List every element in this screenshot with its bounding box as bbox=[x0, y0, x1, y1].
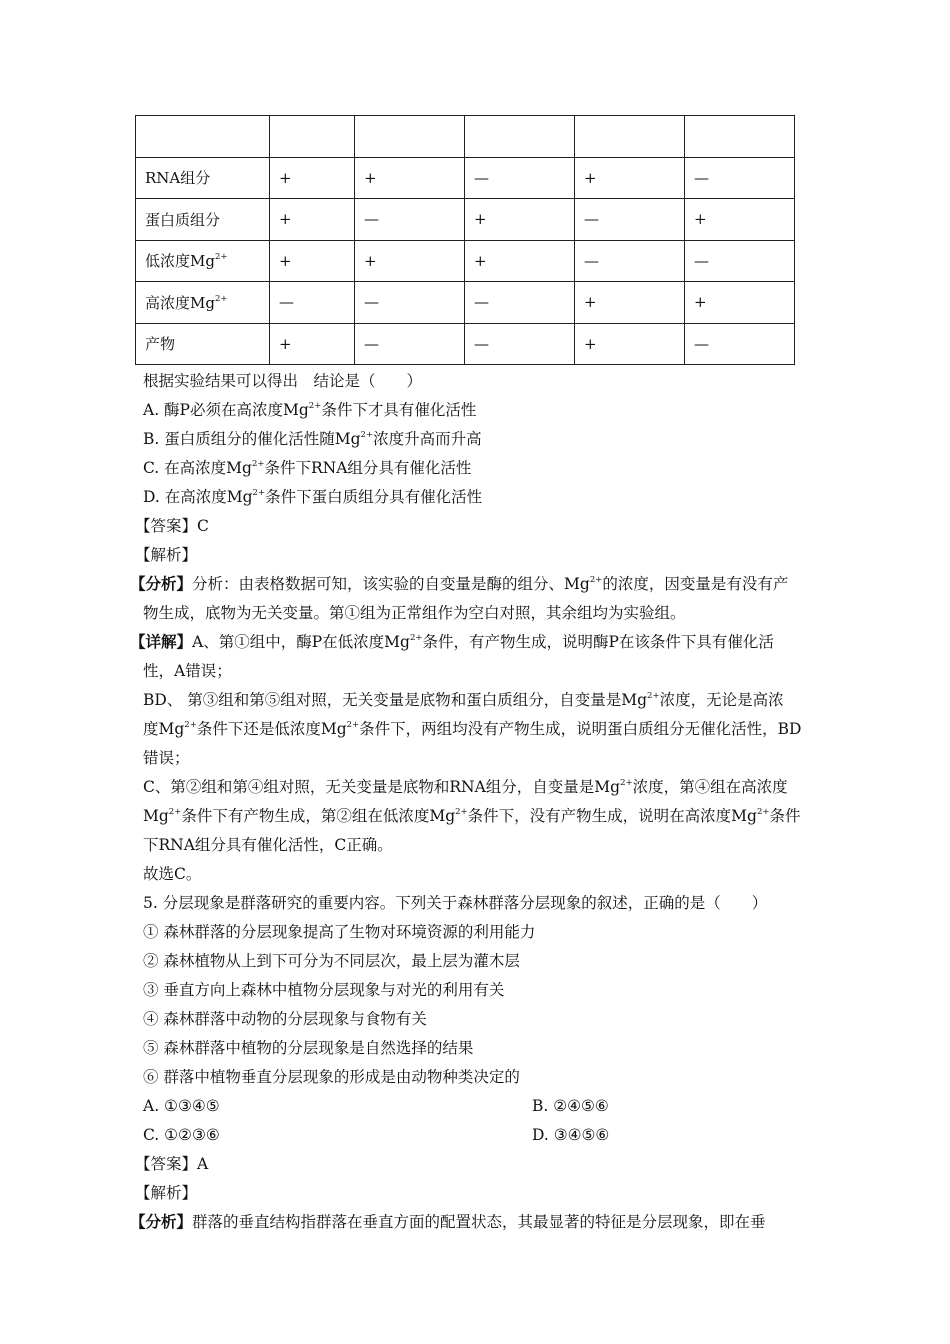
table-cell: + bbox=[270, 240, 355, 282]
row-label: 低浓度$Mg^{2+}$ bbox=[136, 240, 270, 282]
experiment-table bbox=[135, 115, 795, 365]
table-cell: + bbox=[685, 199, 795, 241]
table-cell: + bbox=[270, 157, 355, 199]
q4-option-a: A. 酶P必须在高浓度$Mg^{2+}$条件下才具有催化活性 bbox=[143, 401, 477, 419]
q5-statement-5: ⑤ 森林群落中植物的分层现象是自然选择的结果 bbox=[143, 1039, 474, 1057]
table-cell: — bbox=[355, 199, 465, 241]
table-cell: — bbox=[355, 282, 465, 324]
table-cell: + bbox=[355, 240, 465, 282]
table-cell: + bbox=[575, 157, 685, 199]
table-cell bbox=[270, 116, 355, 158]
row-label: RNA组分 bbox=[136, 157, 270, 199]
q5-option-d: D. ③④⑤⑥ bbox=[532, 1126, 610, 1144]
table-cell: + bbox=[685, 282, 795, 324]
table-cell: + bbox=[270, 199, 355, 241]
table-cell bbox=[685, 116, 795, 158]
q5-option-c: C. ①②③⑥ bbox=[143, 1126, 220, 1144]
q5-statement-3: ③ 垂直方向上森林中植物分层现象与对光的利用有关 bbox=[143, 981, 505, 999]
table-cell: + bbox=[465, 240, 575, 282]
table-cell: — bbox=[575, 199, 685, 241]
table-row bbox=[136, 282, 795, 324]
table-cell bbox=[136, 116, 270, 158]
q5-stem: 5. 分层现象是群落研究的重要内容。下列关于森林群落分层现象的叙述，正确的是（ ） bbox=[143, 894, 768, 912]
q4-detail-c-line-2: $Mg^{2+}$条件下有产物生成，第②组在低浓度$Mg^{2+}$条件下，没有产物生成，说明在高浓度$Mg^{2+}$条件 bbox=[143, 807, 801, 825]
q4-detail-c-line-3: 下RNA组分具有催化活性，C正确。 bbox=[143, 836, 393, 854]
table-row bbox=[136, 240, 795, 282]
q4-fenxi-line-1: 【分析】分析：由表格数据可知，该实验的自变量是酶的组分、$Mg^{2+}$的浓度，因变量是有没有产 bbox=[130, 574, 789, 593]
table-cell: — bbox=[575, 240, 685, 282]
table-cell bbox=[355, 116, 465, 158]
q5-answer: 【答案】A bbox=[135, 1155, 209, 1173]
q4-answer: 【答案】C bbox=[135, 517, 209, 535]
table-row bbox=[136, 157, 795, 199]
q5-fenxi-line-1: 【分析】群落的垂直结构指群落在垂直方面的配置状态，其最显著的特征是分层现象，即在垂 bbox=[130, 1212, 766, 1231]
table-row bbox=[136, 199, 795, 241]
table-cell: + bbox=[465, 199, 575, 241]
q4-detail-bd-line-3: 错误； bbox=[143, 749, 190, 767]
table-cell bbox=[575, 116, 685, 158]
table-cell: + bbox=[575, 323, 685, 365]
table-cell: + bbox=[270, 323, 355, 365]
q4-detail-bd-line-2: 度$Mg^{2+}$条件下还是低浓度$Mg^{2+}$条件下，两组均没有产物生成，说明蛋白质组分无催化活性，BD bbox=[143, 720, 802, 738]
q4-stem: 根据实验结果可以得出 结论是（ ） bbox=[143, 372, 423, 390]
q5-statement-6: ⑥ 群落中植物垂直分层现象的形成是由动物种类决定的 bbox=[143, 1068, 520, 1086]
q4-option-d: D. 在高浓度$Mg^{2+}$条件下蛋白质组分具有催化活性 bbox=[143, 488, 483, 506]
table-cell: — bbox=[685, 240, 795, 282]
q5-statement-1: ① 森林群落的分层现象提高了生物对环境资源的利用能力 bbox=[143, 923, 536, 941]
row-label: 蛋白质组分 bbox=[136, 199, 270, 241]
table-header-row bbox=[136, 116, 795, 158]
q4-detail-c-line-1: C、第②组和第④组对照，无关变量是底物和RNA组分，自变量是$Mg^{2+}$浓度，第④组在高浓度 bbox=[143, 778, 788, 796]
table-row bbox=[136, 323, 795, 365]
row-label: 产物 bbox=[136, 323, 270, 365]
table-cell: + bbox=[575, 282, 685, 324]
q5-statement-4: ④ 森林群落中动物的分层现象与食物有关 bbox=[143, 1010, 427, 1028]
q5-option-b: B. ②④⑤⑥ bbox=[532, 1097, 609, 1115]
table-cell bbox=[465, 116, 575, 158]
q5-option-a: A. ①③④⑤ bbox=[143, 1097, 220, 1115]
table-cell: — bbox=[685, 323, 795, 365]
q4-conclusion: 故选C。 bbox=[143, 865, 202, 883]
q4-option-c: C. 在高浓度$Mg^{2+}$条件下RNA组分具有催化活性 bbox=[143, 459, 472, 477]
q4-fenxi-line-2: 物生成，底物为无关变量。第①组为正常组作为空白对照，其余组均为实验组。 bbox=[143, 604, 686, 622]
q5-analysis-heading: 【解析】 bbox=[135, 1184, 198, 1202]
q5-statement-2: ② 森林植物从上到下可分为不同层次，最上层为灌木层 bbox=[143, 952, 520, 970]
table-cell: + bbox=[355, 157, 465, 199]
table-cell: — bbox=[465, 157, 575, 199]
q4-detail-bd-line-1: BD、 第③组和第⑤组对照，无关变量是底物和蛋白质组分，自变量是$Mg^{2+}$浓度，无论是高浓 bbox=[143, 691, 784, 709]
row-label: 高浓度$Mg^{2+}$ bbox=[136, 282, 270, 324]
table-cell: — bbox=[685, 157, 795, 199]
table-cell: — bbox=[270, 282, 355, 324]
q4-analysis-heading: 【解析】 bbox=[135, 546, 198, 564]
q4-detail-a-line-1: 【详解】A、第①组中，酶P在低浓度$Mg^{2+}$条件，有产物生成，说明酶P在该条件下具有催化活 bbox=[130, 632, 774, 651]
q4-option-b: B. 蛋白质组分的催化活性随$Mg^{2+}$浓度升高而升高 bbox=[143, 430, 482, 448]
table-cell: — bbox=[465, 282, 575, 324]
q4-detail-a-line-2: 性，A错误； bbox=[143, 662, 232, 680]
table-cell: — bbox=[355, 323, 465, 365]
table-cell: — bbox=[465, 323, 575, 365]
